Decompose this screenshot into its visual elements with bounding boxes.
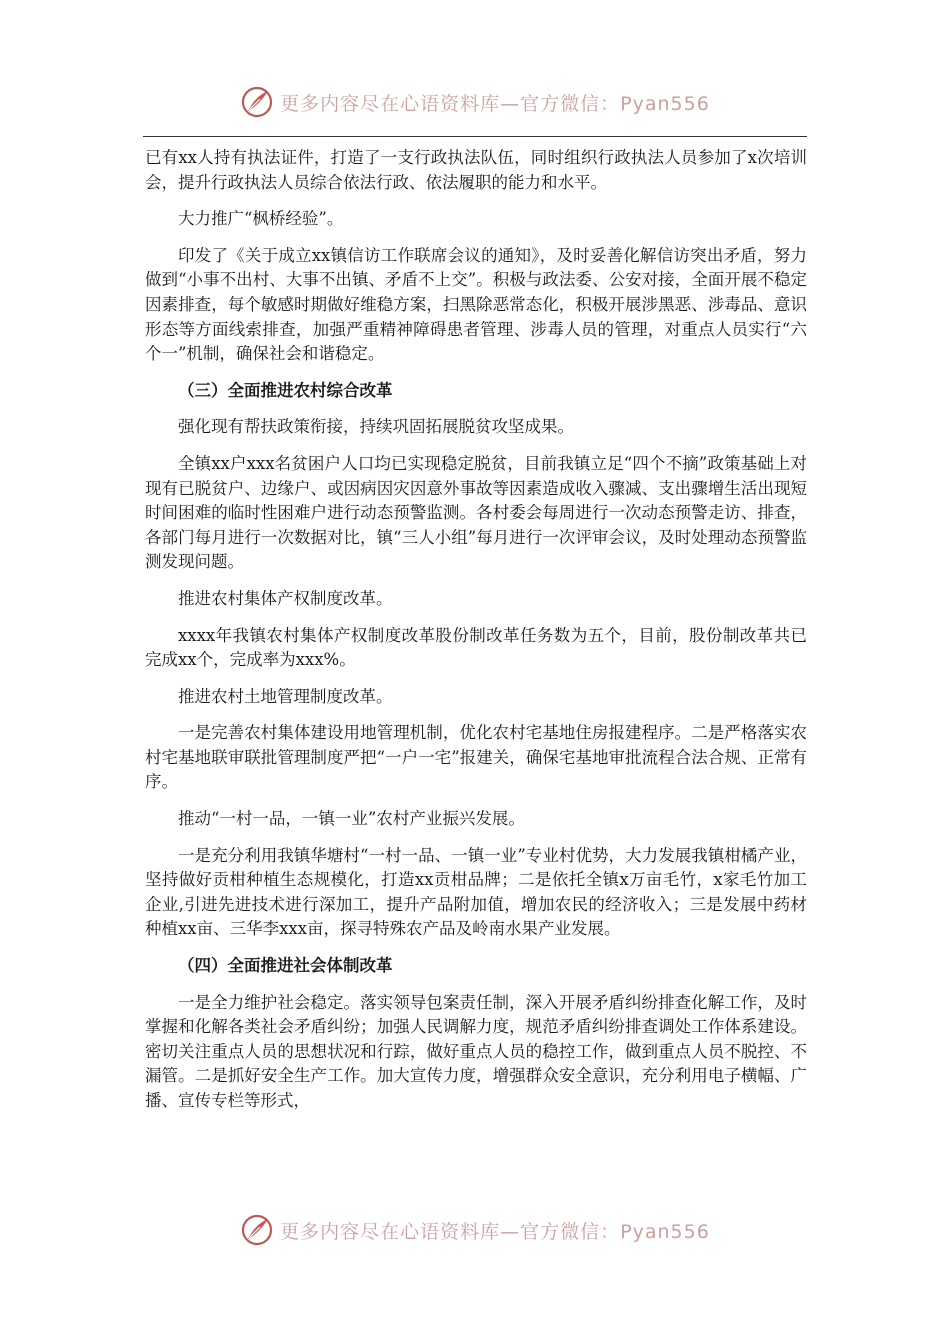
paragraph-3: 印发了《关于成立xx镇信访工作联席会议的通知》，及时妥善化解信访突出矛盾，努力做到“小事不出村、大事不出镇、矛盾不上交”。积极与政法委、公安对接，全面开展不稳定因素排查，每个敏感时期做好维稳方案，扫黑除恶常态化，积极开展涉黑恶、涉毒品、意识形态等方面线索排查，加强严重精神障碍患者管理、涉毒人员的管理，对重点人员实行“六个一”机制，确保社会和谐稳定。 [145,245,807,364]
paragraph-7: 推进农村集体产权制度改革。 [178,588,393,608]
footer-watermark-banner [0,1210,950,1250]
paragraph-12: 一是充分利用我镇华塘村“一村一品、一镇一业”专业村优势，大力发展我镇柑橘产业，坚持做好贡柑种植生态规模化，打造xx贡柑品牌；二是依托全镇x万亩毛竹，x家毛竹加工企业,引进先进技术进行深加工，提升产品附加值，增加农民的经济收入；三是发展中药材种植xx亩、三华李xxx亩，探寻特殊农产品及岭南水果产业发展。 [145,845,807,939]
document-body [145,146,807,1126]
paragraph-2: 大力推广“枫桥经验”。 [178,209,344,229]
paragraph-1: 已有xx人持有执法证件，打造了一支行政执法队伍，同时组织行政执法人员参加了x次培训会，提升行政执法人员综合依法行政、依法履职的能力和水平。 [145,148,807,192]
header-divider [143,136,807,137]
watermark-text: 更多内容尽在心语资料库—官方微信：Pyan556 [280,92,710,115]
paragraph-8: xxxx年我镇农村集体产权制度改革股份制改革任务数为五个，目前，股份制改革共已完成xx个，完成率为xxx%。 [145,625,807,670]
section-heading-3: （三）全面推进农村综合改革 [178,380,393,400]
feather-logo-icon [240,1213,274,1247]
paragraph-11: 推动“一村一品，一镇一业”农村产业振兴发展。 [178,809,525,829]
paragraph-10: 一是完善农村集体建设用地管理机制，优化农村宅基地住房报建程序。二是严格落实农村宅基地联审联批管理制度严把“一户一宅”报建关，确保宅基地审批流程合法合规、正常有序。 [145,723,807,792]
feather-logo-icon [240,85,274,119]
section-heading-4: （四）全面推进社会体制改革 [178,956,393,976]
paragraph-6: 全镇xx户xxx名贫困户人口均已实现稳定脱贫，目前我镇立足“四个不摘”政策基础上对现有已脱贫户、边缘户、或因病因灾因意外事故等因素造成收入骤减、支出骤增生活出现短时间困难的临时性困难户进行动态预警监测。各村委会每周进行一次动态预警走访、排查，各部门每月进行一次数据对比，镇“三人小组”每月进行一次评审会议，及时处理动态预警监测发现问题。 [145,453,807,572]
paragraph-9: 推进农村土地管理制度改革。 [178,686,393,706]
watermark-text: 更多内容尽在心语资料库—官方微信：Pyan556 [280,1220,710,1243]
header-watermark-banner [0,82,950,122]
paragraph-5: 强化现有帮扶政策衔接，持续巩固拓展脱贫攻坚成果。 [178,417,574,437]
paragraph-14: 一是全力维护社会稳定。落实领导包案责任制，深入开展矛盾纠纷排查化解工作，及时掌握和化解各类社会矛盾纠纷；加强人民调解力度，规范矛盾纠纷排查调处工作体系建设。密切关注重点人员的思想状况和行踪，做好重点人员的稳控工作，做到重点人员不脱控、不漏管。二是抓好安全生产工作。加大宣传力度，增强群众安全意识，充分利用电子横幅、广播、宣传专栏等形式， [145,992,807,1110]
